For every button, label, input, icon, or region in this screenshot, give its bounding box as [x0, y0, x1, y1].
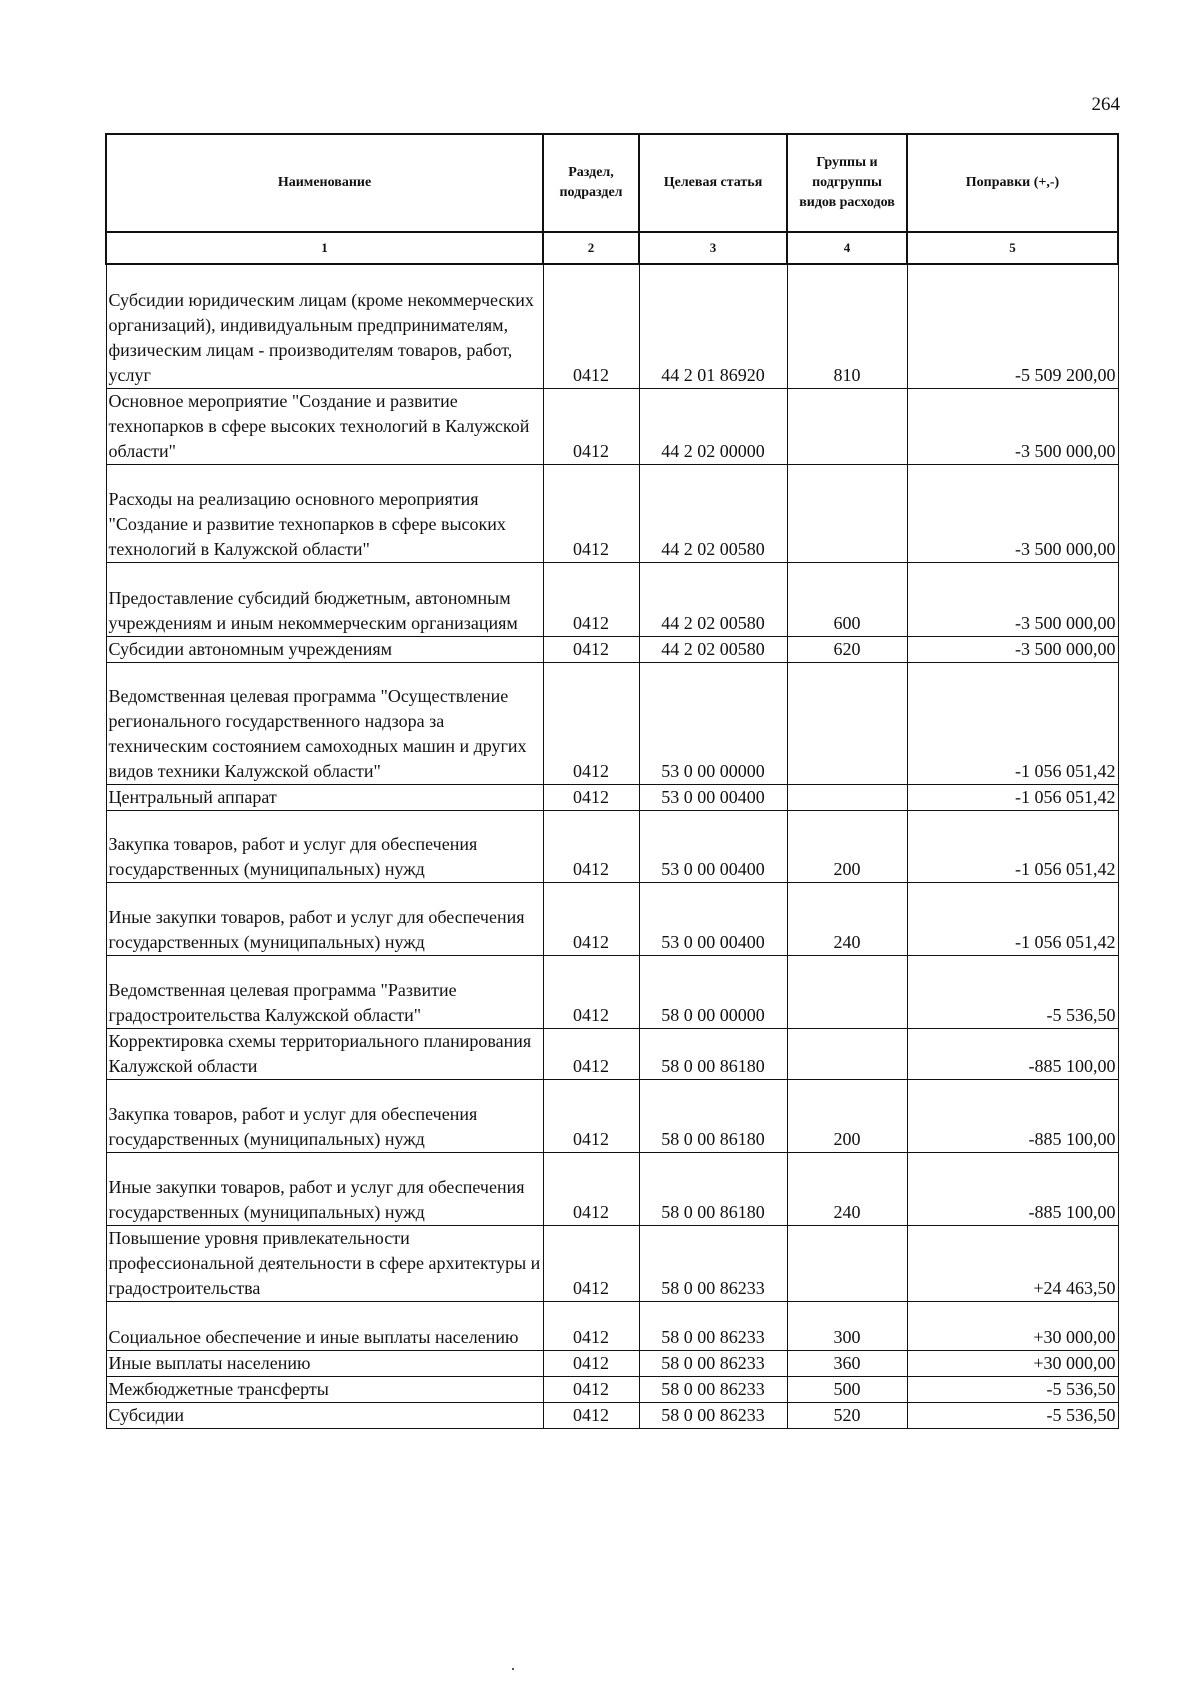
- scan-speck: [512, 1668, 514, 1670]
- row-group: 500: [787, 1376, 907, 1402]
- row-amount: +30 000,00: [907, 1301, 1118, 1350]
- row-name: Ведомственная целевая программа "Развитие градостроительства Калужской области": [106, 955, 543, 1028]
- row-amount: -885 100,00: [907, 1079, 1118, 1152]
- row-name: Центральный аппарат: [106, 784, 543, 810]
- table-body: [106, 264, 1118, 1428]
- row-name: Закупка товаров, работ и услуг для обеспечения государственных (муниципальных) нужд: [106, 810, 543, 882]
- row-article: 58 0 00 86233: [639, 1225, 787, 1301]
- column-number: 2: [543, 232, 639, 264]
- table-header-row: [106, 134, 1118, 232]
- row-amount: -5 536,50: [907, 1402, 1118, 1428]
- row-name: Повышение уровня привлекательности профессиональной деятельности в сфере архитектуры и градостроительства: [106, 1225, 543, 1301]
- row-name: Иные выплаты населению: [106, 1350, 543, 1376]
- row-name: Межбюджетные трансферты: [106, 1376, 543, 1402]
- row-section: 0412: [543, 1350, 639, 1376]
- table-row: [106, 784, 1118, 810]
- row-article: 44 2 01 86920: [639, 264, 787, 388]
- row-section: 0412: [543, 955, 639, 1028]
- header-name: Наименование: [106, 134, 543, 232]
- table-row: [106, 1152, 1118, 1225]
- row-group: [787, 955, 907, 1028]
- row-article: 44 2 02 00580: [639, 464, 787, 562]
- row-section: 0412: [543, 1028, 639, 1079]
- row-name: Социальное обеспечение и иные выплаты населению: [106, 1301, 543, 1350]
- row-amount: -5 536,50: [907, 955, 1118, 1028]
- row-section: 0412: [543, 1079, 639, 1152]
- row-name: Субсидии: [106, 1402, 543, 1428]
- row-section: 0412: [543, 1402, 639, 1428]
- row-article: 53 0 00 00000: [639, 662, 787, 784]
- row-group: 300: [787, 1301, 907, 1350]
- header-group: Группы и подгруппы видов расходов: [787, 134, 907, 232]
- row-amount: -3 500 000,00: [907, 636, 1118, 662]
- row-group: 240: [787, 1152, 907, 1225]
- row-amount: -1 056 051,42: [907, 662, 1118, 784]
- row-article: 53 0 00 00400: [639, 810, 787, 882]
- row-amount: -885 100,00: [907, 1028, 1118, 1079]
- row-group: [787, 662, 907, 784]
- table-row: [106, 1376, 1118, 1402]
- row-article: 58 0 00 86180: [639, 1152, 787, 1225]
- row-amount: -3 500 000,00: [907, 388, 1118, 464]
- row-section: 0412: [543, 464, 639, 562]
- row-name: Субсидии автономным учреждениям: [106, 636, 543, 662]
- row-amount: +30 000,00: [907, 1350, 1118, 1376]
- table-row: [106, 264, 1118, 388]
- table-row: [106, 1225, 1118, 1301]
- row-group: [787, 464, 907, 562]
- row-section: 0412: [543, 264, 639, 388]
- row-section: 0412: [543, 1152, 639, 1225]
- table-row: [106, 955, 1118, 1028]
- row-section: 0412: [543, 562, 639, 636]
- row-name: Иные закупки товаров, работ и услуг для обеспечения государственных (муниципальных) нужд: [106, 882, 543, 955]
- table-row: [106, 562, 1118, 636]
- row-section: 0412: [543, 636, 639, 662]
- row-name: Основное мероприятие "Создание и развитие технопарков в сфере высоких технологий в Калужской области": [106, 388, 543, 464]
- table-row: [106, 1301, 1118, 1350]
- column-number-row: [106, 232, 1118, 264]
- row-amount: -1 056 051,42: [907, 784, 1118, 810]
- table-row: [106, 662, 1118, 784]
- row-article: 58 0 00 86233: [639, 1350, 787, 1376]
- row-name: Закупка товаров, работ и услуг для обеспечения государственных (муниципальных) нужд: [106, 1079, 543, 1152]
- row-section: 0412: [543, 810, 639, 882]
- row-name: Расходы на реализацию основного мероприятия "Создание и развитие технопарков в сфере высоких технологий в Калужской области": [106, 464, 543, 562]
- table-row: [106, 882, 1118, 955]
- row-group: 810: [787, 264, 907, 388]
- row-group: 520: [787, 1402, 907, 1428]
- row-amount: -1 056 051,42: [907, 810, 1118, 882]
- row-name: Предоставление субсидий бюджетным, автономным учреждениям и иным некоммерческим организациям: [106, 562, 543, 636]
- row-section: 0412: [543, 662, 639, 784]
- row-section: 0412: [543, 1225, 639, 1301]
- header-section: Раздел, подраздел: [543, 134, 639, 232]
- row-name: Иные закупки товаров, работ и услуг для обеспечения государственных (муниципальных) нужд: [106, 1152, 543, 1225]
- row-article: 58 0 00 86233: [639, 1376, 787, 1402]
- row-amount: -3 500 000,00: [907, 562, 1118, 636]
- row-group: 200: [787, 1079, 907, 1152]
- row-article: 58 0 00 86233: [639, 1301, 787, 1350]
- row-amount: -885 100,00: [907, 1152, 1118, 1225]
- row-name: Корректировка схемы территориального планирования Калужской области: [106, 1028, 543, 1079]
- page-number: 264: [1091, 94, 1120, 115]
- budget-amendments-table: [105, 133, 1119, 1429]
- row-name: Субсидии юридическим лицам (кроме некоммерческих организаций), индивидуальным предпринимателям, физическим лицам - производителям товаров, работ, услуг: [106, 264, 543, 388]
- table-row: [106, 1402, 1118, 1428]
- row-group: [787, 1028, 907, 1079]
- table-row: [106, 464, 1118, 562]
- row-group: 620: [787, 636, 907, 662]
- row-group: 360: [787, 1350, 907, 1376]
- table-row: [106, 810, 1118, 882]
- row-article: 58 0 00 86180: [639, 1028, 787, 1079]
- row-section: 0412: [543, 882, 639, 955]
- row-amount: +24 463,50: [907, 1225, 1118, 1301]
- row-section: 0412: [543, 1376, 639, 1402]
- table-row: [106, 1350, 1118, 1376]
- row-article: 58 0 00 86233: [639, 1402, 787, 1428]
- row-article: 53 0 00 00400: [639, 784, 787, 810]
- row-article: 44 2 02 00000: [639, 388, 787, 464]
- table-row: [106, 1028, 1118, 1079]
- row-group: 600: [787, 562, 907, 636]
- row-amount: -3 500 000,00: [907, 464, 1118, 562]
- row-article: 58 0 00 86180: [639, 1079, 787, 1152]
- column-number: 5: [907, 232, 1118, 264]
- row-section: 0412: [543, 784, 639, 810]
- row-section: 0412: [543, 1301, 639, 1350]
- row-amount: -5 536,50: [907, 1376, 1118, 1402]
- row-article: 44 2 02 00580: [639, 636, 787, 662]
- table-row: [106, 1079, 1118, 1152]
- header-article: Целевая статья: [639, 134, 787, 232]
- row-group: 200: [787, 810, 907, 882]
- column-number: 4: [787, 232, 907, 264]
- row-section: 0412: [543, 388, 639, 464]
- table-row: [106, 388, 1118, 464]
- row-article: 44 2 02 00580: [639, 562, 787, 636]
- row-amount: -5 509 200,00: [907, 264, 1118, 388]
- row-group: 240: [787, 882, 907, 955]
- row-group: [787, 1225, 907, 1301]
- row-group: [787, 388, 907, 464]
- row-name: Ведомственная целевая программа "Осуществление регионального государственного надзора за техническим состоянием самоходных машин и других видов техники Калужской области": [106, 662, 543, 784]
- column-number: 3: [639, 232, 787, 264]
- column-number: 1: [106, 232, 543, 264]
- row-article: 53 0 00 00400: [639, 882, 787, 955]
- row-amount: -1 056 051,42: [907, 882, 1118, 955]
- row-article: 58 0 00 00000: [639, 955, 787, 1028]
- row-group: [787, 784, 907, 810]
- header-amount: Поправки (+,-): [907, 134, 1118, 232]
- table-row: [106, 636, 1118, 662]
